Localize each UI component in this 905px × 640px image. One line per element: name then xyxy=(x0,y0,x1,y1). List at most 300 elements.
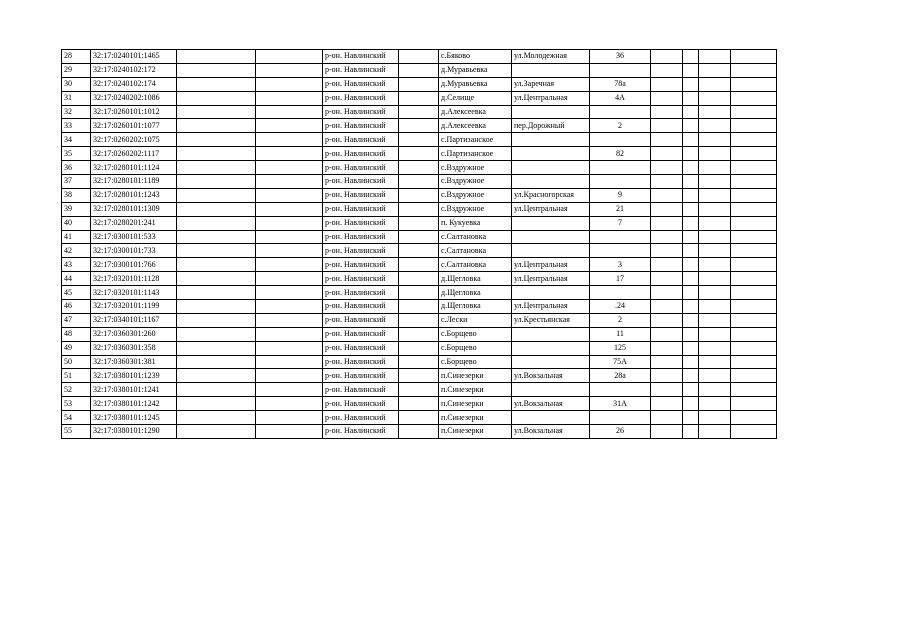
empty-cell xyxy=(256,341,323,355)
empty-cell xyxy=(731,272,777,286)
table-row xyxy=(62,383,777,397)
empty-cell xyxy=(651,216,683,230)
district-cell: р-он. Навлинский xyxy=(323,369,399,383)
empty-cell xyxy=(651,425,683,439)
empty-cell xyxy=(651,161,683,175)
cadastral-number-cell: 32:17:0360301:358 xyxy=(91,341,177,355)
settlement-cell: с.Вздружное xyxy=(439,202,512,216)
empty-cell xyxy=(399,91,439,105)
empty-cell xyxy=(256,119,323,133)
empty-cell xyxy=(699,188,731,202)
row-number-cell: 42 xyxy=(62,244,91,258)
empty-cell xyxy=(731,327,777,341)
street-cell xyxy=(512,133,590,147)
street-cell xyxy=(512,175,590,189)
house-number-cell: 26 xyxy=(590,425,651,439)
table-row xyxy=(62,202,777,216)
empty-cell xyxy=(177,175,256,189)
empty-cell xyxy=(256,147,323,161)
empty-cell xyxy=(399,341,439,355)
table-row xyxy=(62,272,777,286)
empty-cell xyxy=(651,105,683,119)
empty-cell xyxy=(651,411,683,425)
settlement-cell: д.Алексеевка xyxy=(439,119,512,133)
house-number-cell: 3 xyxy=(590,258,651,272)
house-number-cell: 36 xyxy=(590,50,651,64)
row-number-cell: 29 xyxy=(62,63,91,77)
empty-cell xyxy=(399,105,439,119)
table-row xyxy=(62,313,777,327)
empty-cell xyxy=(683,105,699,119)
street-cell: пер.Дорожный xyxy=(512,119,590,133)
empty-cell xyxy=(399,300,439,314)
empty-cell xyxy=(256,63,323,77)
district-cell: р-он. Навлинский xyxy=(323,216,399,230)
street-cell xyxy=(512,105,590,119)
street-cell: ул.Центральная xyxy=(512,91,590,105)
empty-cell xyxy=(699,216,731,230)
empty-cell xyxy=(256,244,323,258)
house-number-cell xyxy=(590,133,651,147)
row-number-cell: 49 xyxy=(62,341,91,355)
empty-cell xyxy=(731,313,777,327)
street-cell: ул.Центральная xyxy=(512,258,590,272)
table-row xyxy=(62,63,777,77)
table-row xyxy=(62,341,777,355)
table-row xyxy=(62,105,777,119)
empty-cell xyxy=(399,77,439,91)
table-body xyxy=(62,50,777,439)
cadastral-number-cell: 32:17:0260202:1075 xyxy=(91,133,177,147)
table-row xyxy=(62,230,777,244)
row-number-cell: 31 xyxy=(62,91,91,105)
empty-cell xyxy=(651,202,683,216)
empty-cell xyxy=(683,244,699,258)
district-cell: р-он. Навлинский xyxy=(323,230,399,244)
row-number-cell: 53 xyxy=(62,397,91,411)
empty-cell xyxy=(683,258,699,272)
empty-cell xyxy=(731,369,777,383)
cadastral-number-cell: 32:17:0380101:1241 xyxy=(91,383,177,397)
empty-cell xyxy=(699,63,731,77)
empty-cell xyxy=(683,175,699,189)
empty-cell xyxy=(731,188,777,202)
empty-cell xyxy=(699,175,731,189)
district-cell: р-он. Навлинский xyxy=(323,258,399,272)
empty-cell xyxy=(177,133,256,147)
settlement-cell: д.Щегловка xyxy=(439,286,512,300)
empty-cell xyxy=(177,105,256,119)
district-cell: р-он. Навлинский xyxy=(323,327,399,341)
empty-cell xyxy=(731,397,777,411)
table-row xyxy=(62,175,777,189)
district-cell: р-он. Навлинский xyxy=(323,50,399,64)
empty-cell xyxy=(699,258,731,272)
house-number-cell: 17 xyxy=(590,272,651,286)
empty-cell xyxy=(399,411,439,425)
empty-cell xyxy=(699,341,731,355)
settlement-cell: с.Борщево xyxy=(439,327,512,341)
table-row xyxy=(62,397,777,411)
row-number-cell: 54 xyxy=(62,411,91,425)
empty-cell xyxy=(177,147,256,161)
district-cell: р-он. Навлинский xyxy=(323,202,399,216)
house-number-cell: 9 xyxy=(590,188,651,202)
district-cell: р-он. Навлинский xyxy=(323,119,399,133)
house-number-cell xyxy=(590,230,651,244)
empty-cell xyxy=(683,50,699,64)
row-number-cell: 30 xyxy=(62,77,91,91)
empty-cell xyxy=(177,63,256,77)
empty-cell xyxy=(699,244,731,258)
empty-cell xyxy=(651,369,683,383)
empty-cell xyxy=(256,313,323,327)
settlement-cell: с.Салтановка xyxy=(439,230,512,244)
row-number-cell: 51 xyxy=(62,369,91,383)
empty-cell xyxy=(651,133,683,147)
empty-cell xyxy=(699,272,731,286)
empty-cell xyxy=(399,313,439,327)
cadastral-number-cell: 32:17:0280101:1309 xyxy=(91,202,177,216)
empty-cell xyxy=(651,230,683,244)
row-number-cell: 28 xyxy=(62,50,91,64)
settlement-cell: п.Синезерки xyxy=(439,383,512,397)
street-cell: ул.Красногорская xyxy=(512,188,590,202)
empty-cell xyxy=(731,244,777,258)
settlement-cell: п.Синезерки xyxy=(439,411,512,425)
table-row xyxy=(62,216,777,230)
house-number-cell: 31А xyxy=(590,397,651,411)
empty-cell xyxy=(399,216,439,230)
street-cell xyxy=(512,411,590,425)
district-cell: р-он. Навлинский xyxy=(323,341,399,355)
house-number-cell: 75А xyxy=(590,355,651,369)
street-cell: ул.Центральная xyxy=(512,202,590,216)
empty-cell xyxy=(399,355,439,369)
house-number-cell xyxy=(590,286,651,300)
empty-cell xyxy=(683,383,699,397)
empty-cell xyxy=(256,411,323,425)
table-row xyxy=(62,286,777,300)
empty-cell xyxy=(651,286,683,300)
row-number-cell: 45 xyxy=(62,286,91,300)
cadastral-number-cell: 32:17:0320101:1143 xyxy=(91,286,177,300)
empty-cell xyxy=(177,272,256,286)
cadastral-number-cell: 32:17:0300101:766 xyxy=(91,258,177,272)
table-row xyxy=(62,327,777,341)
house-number-cell: 125 xyxy=(590,341,651,355)
table-row xyxy=(62,188,777,202)
house-number-cell: 78а xyxy=(590,77,651,91)
empty-cell xyxy=(256,272,323,286)
empty-cell xyxy=(683,272,699,286)
cadastral-number-cell: 32:17:0280101:1189 xyxy=(91,175,177,189)
empty-cell xyxy=(683,230,699,244)
empty-cell xyxy=(177,50,256,64)
district-cell: р-он. Навлинский xyxy=(323,63,399,77)
cadastral-number-cell: 32:17:0380101:1290 xyxy=(91,425,177,439)
empty-cell xyxy=(399,188,439,202)
empty-cell xyxy=(731,50,777,64)
district-cell: р-он. Навлинский xyxy=(323,272,399,286)
empty-cell xyxy=(177,258,256,272)
empty-cell xyxy=(651,244,683,258)
empty-cell xyxy=(177,244,256,258)
empty-cell xyxy=(177,425,256,439)
cadastral-number-cell: 32:17:0300101:533 xyxy=(91,230,177,244)
empty-cell xyxy=(699,327,731,341)
empty-cell xyxy=(731,133,777,147)
cadastral-number-cell: 32:17:0280201:241 xyxy=(91,216,177,230)
cadastral-number-cell: 32:17:0300101:733 xyxy=(91,244,177,258)
house-number-cell: 21 xyxy=(590,202,651,216)
table-row xyxy=(62,244,777,258)
cadastral-number-cell: 32:17:0240101:1465 xyxy=(91,50,177,64)
row-number-cell: 36 xyxy=(62,161,91,175)
empty-cell xyxy=(731,119,777,133)
empty-cell xyxy=(177,202,256,216)
row-number-cell: 48 xyxy=(62,327,91,341)
cadastral-number-cell: 32:17:0280101:1124 xyxy=(91,161,177,175)
table-row xyxy=(62,425,777,439)
empty-cell xyxy=(399,50,439,64)
empty-cell xyxy=(399,327,439,341)
table-row xyxy=(62,91,777,105)
empty-cell xyxy=(177,313,256,327)
empty-cell xyxy=(177,230,256,244)
cadastral-number-cell: 32:17:0320101:1128 xyxy=(91,272,177,286)
empty-cell xyxy=(683,286,699,300)
district-cell: р-он. Навлинский xyxy=(323,188,399,202)
row-number-cell: 38 xyxy=(62,188,91,202)
settlement-cell: д.Алексеевка xyxy=(439,105,512,119)
empty-cell xyxy=(399,63,439,77)
house-number-cell: 2 xyxy=(590,119,651,133)
empty-cell xyxy=(731,175,777,189)
empty-cell xyxy=(683,369,699,383)
empty-cell xyxy=(651,300,683,314)
empty-cell xyxy=(731,341,777,355)
empty-cell xyxy=(683,355,699,369)
table-row xyxy=(62,411,777,425)
street-cell xyxy=(512,230,590,244)
empty-cell xyxy=(256,425,323,439)
empty-cell xyxy=(256,355,323,369)
empty-cell xyxy=(683,161,699,175)
empty-cell xyxy=(683,119,699,133)
empty-cell xyxy=(683,133,699,147)
empty-cell xyxy=(683,341,699,355)
empty-cell xyxy=(399,397,439,411)
empty-cell xyxy=(731,383,777,397)
district-cell: р-он. Навлинский xyxy=(323,161,399,175)
empty-cell xyxy=(256,188,323,202)
house-number-cell: 4А xyxy=(590,91,651,105)
empty-cell xyxy=(399,244,439,258)
empty-cell xyxy=(177,286,256,300)
empty-cell xyxy=(256,202,323,216)
empty-cell xyxy=(699,411,731,425)
empty-cell xyxy=(177,188,256,202)
street-cell xyxy=(512,383,590,397)
cadastral-number-cell: 32:17:0260202:1117 xyxy=(91,147,177,161)
settlement-cell: с.Борщево xyxy=(439,355,512,369)
settlement-cell: с.Вздружное xyxy=(439,188,512,202)
empty-cell xyxy=(731,105,777,119)
empty-cell xyxy=(177,300,256,314)
settlement-cell: д.Муравьевка xyxy=(439,63,512,77)
district-cell: р-он. Навлинский xyxy=(323,147,399,161)
empty-cell xyxy=(731,202,777,216)
empty-cell xyxy=(683,91,699,105)
empty-cell xyxy=(699,202,731,216)
empty-cell xyxy=(699,50,731,64)
empty-cell xyxy=(399,272,439,286)
table-row xyxy=(62,300,777,314)
empty-cell xyxy=(256,50,323,64)
empty-cell xyxy=(651,147,683,161)
empty-cell xyxy=(177,341,256,355)
empty-cell xyxy=(651,175,683,189)
street-cell xyxy=(512,216,590,230)
empty-cell xyxy=(731,63,777,77)
empty-cell xyxy=(177,383,256,397)
row-number-cell: 46 xyxy=(62,300,91,314)
empty-cell xyxy=(651,63,683,77)
empty-cell xyxy=(699,147,731,161)
row-number-cell: 47 xyxy=(62,313,91,327)
empty-cell xyxy=(651,119,683,133)
empty-cell xyxy=(651,313,683,327)
empty-cell xyxy=(683,63,699,77)
cadastral-number-cell: 32:17:0360301:260 xyxy=(91,327,177,341)
street-cell xyxy=(512,355,590,369)
empty-cell xyxy=(256,77,323,91)
empty-cell xyxy=(731,147,777,161)
empty-cell xyxy=(256,300,323,314)
cadastral-number-cell: 32:17:0360301:381 xyxy=(91,355,177,369)
empty-cell xyxy=(399,175,439,189)
empty-cell xyxy=(683,327,699,341)
empty-cell xyxy=(399,133,439,147)
empty-cell xyxy=(399,258,439,272)
empty-cell xyxy=(683,397,699,411)
empty-cell xyxy=(731,216,777,230)
row-number-cell: 50 xyxy=(62,355,91,369)
cadastral-number-cell: 32:17:0240102:172 xyxy=(91,63,177,77)
street-cell: ул.Молодежная xyxy=(512,50,590,64)
district-cell: р-он. Навлинский xyxy=(323,286,399,300)
empty-cell xyxy=(683,188,699,202)
empty-cell xyxy=(683,77,699,91)
house-number-cell xyxy=(590,411,651,425)
street-cell: ул.Заречная xyxy=(512,77,590,91)
empty-cell xyxy=(177,369,256,383)
empty-cell xyxy=(256,383,323,397)
street-cell: ул.Крестьянская xyxy=(512,313,590,327)
table-row xyxy=(62,50,777,64)
street-cell: ул.Вокзальная xyxy=(512,397,590,411)
empty-cell xyxy=(651,355,683,369)
empty-cell xyxy=(399,425,439,439)
empty-cell xyxy=(699,355,731,369)
house-number-cell: 82 xyxy=(590,147,651,161)
empty-cell xyxy=(731,258,777,272)
empty-cell xyxy=(399,369,439,383)
district-cell: р-он. Навлинский xyxy=(323,300,399,314)
house-number-cell xyxy=(590,63,651,77)
empty-cell xyxy=(256,133,323,147)
empty-cell xyxy=(256,327,323,341)
street-cell xyxy=(512,244,590,258)
empty-cell xyxy=(399,383,439,397)
settlement-cell: п.Синезерки xyxy=(439,369,512,383)
empty-cell xyxy=(699,161,731,175)
settlement-cell: д.Щегловка xyxy=(439,300,512,314)
empty-cell xyxy=(177,355,256,369)
row-number-cell: 41 xyxy=(62,230,91,244)
empty-cell xyxy=(177,161,256,175)
empty-cell xyxy=(399,119,439,133)
table-row xyxy=(62,119,777,133)
district-cell: р-он. Навлинский xyxy=(323,425,399,439)
house-number-cell: 28а xyxy=(590,369,651,383)
cadastral-number-cell: 32:17:0380101:1245 xyxy=(91,411,177,425)
empty-cell xyxy=(256,397,323,411)
empty-cell xyxy=(683,147,699,161)
house-number-cell: 2 xyxy=(590,313,651,327)
empty-cell xyxy=(651,383,683,397)
empty-cell xyxy=(699,91,731,105)
street-cell xyxy=(512,161,590,175)
cadastral-number-cell: 32:17:0380101:1242 xyxy=(91,397,177,411)
empty-cell xyxy=(683,202,699,216)
district-cell: р-он. Навлинский xyxy=(323,313,399,327)
empty-cell xyxy=(177,119,256,133)
empty-cell xyxy=(651,272,683,286)
empty-cell xyxy=(651,397,683,411)
empty-cell xyxy=(731,230,777,244)
house-number-cell xyxy=(590,161,651,175)
district-cell: р-он. Навлинский xyxy=(323,91,399,105)
empty-cell xyxy=(731,77,777,91)
street-cell: ул.Вокзальная xyxy=(512,425,590,439)
empty-cell xyxy=(699,230,731,244)
empty-cell xyxy=(399,286,439,300)
settlement-cell: с.Салтановка xyxy=(439,244,512,258)
empty-cell xyxy=(683,300,699,314)
row-number-cell: 34 xyxy=(62,133,91,147)
district-cell: р-он. Навлинский xyxy=(323,133,399,147)
empty-cell xyxy=(256,230,323,244)
empty-cell xyxy=(731,161,777,175)
empty-cell xyxy=(731,286,777,300)
district-cell: р-он. Навлинский xyxy=(323,105,399,119)
cadastral-number-cell: 32:17:0340101:1167 xyxy=(91,313,177,327)
district-cell: р-он. Навлинский xyxy=(323,383,399,397)
settlement-cell: д.Муравьевка xyxy=(439,77,512,91)
settlement-cell: п. Кукуевка xyxy=(439,216,512,230)
empty-cell xyxy=(651,327,683,341)
house-number-cell xyxy=(590,244,651,258)
street-cell xyxy=(512,63,590,77)
settlement-cell: с.Партизанское xyxy=(439,147,512,161)
table-row xyxy=(62,355,777,369)
table-row xyxy=(62,77,777,91)
empty-cell xyxy=(177,216,256,230)
house-number-cell xyxy=(590,175,651,189)
district-cell: р-он. Навлинский xyxy=(323,411,399,425)
